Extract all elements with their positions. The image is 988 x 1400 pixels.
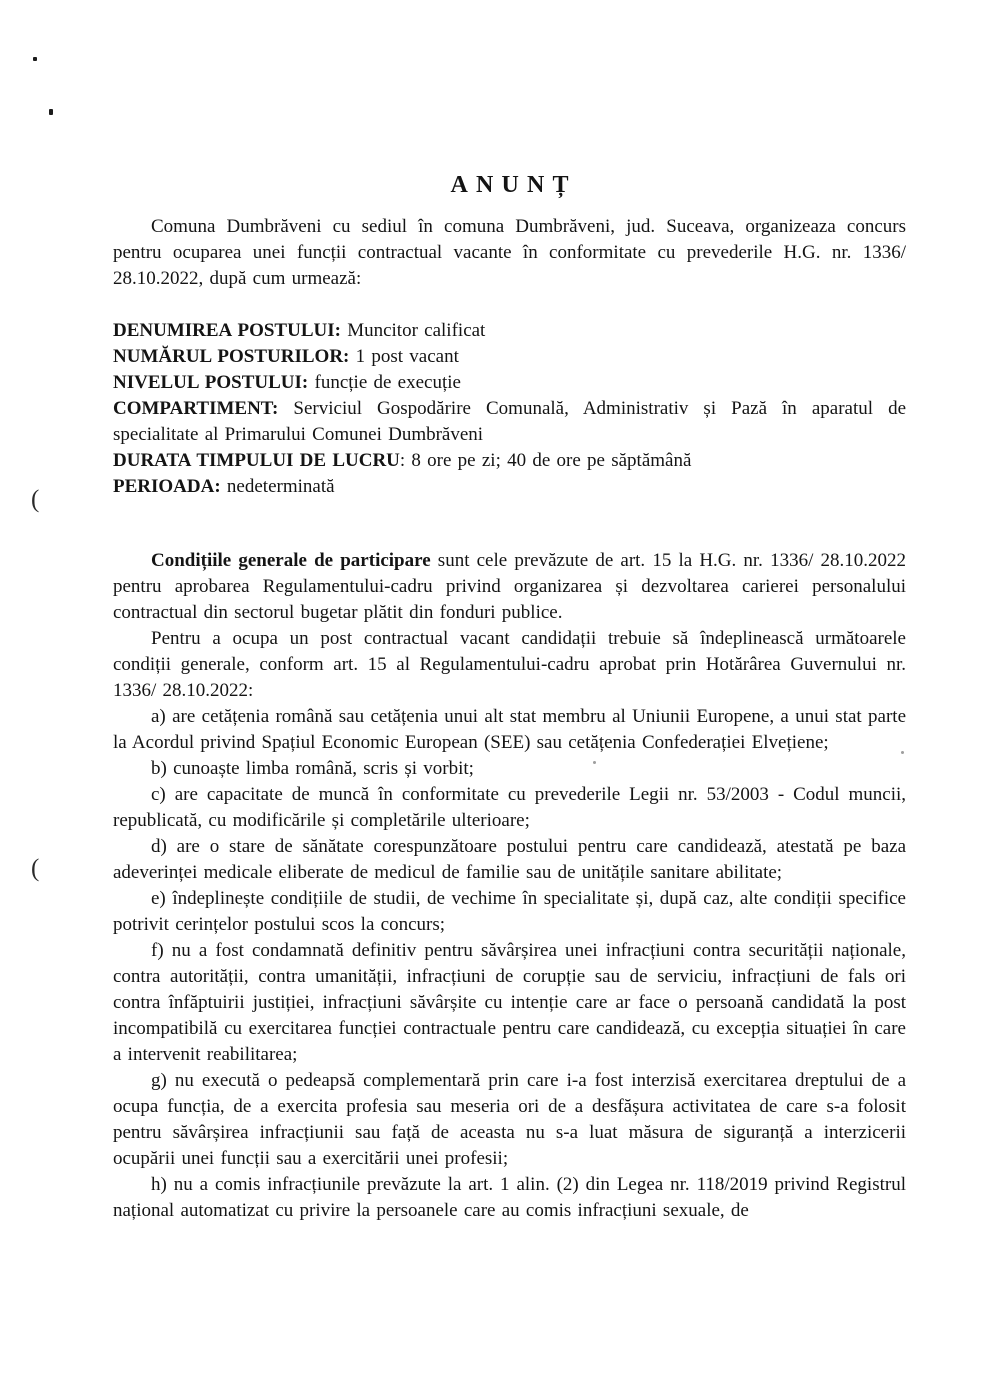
page-title: ANUNȚ bbox=[450, 172, 577, 198]
conditions-intro-paragraph: Pentru a ocupa un post contractual vacant candidații trebuie să îndeplinească următoarele condiții generale, conform art. 15 al Regulamentului-cadru aprobat prin Hotărârea Guvernului nr. 1336/ 28.10.2022: bbox=[113, 628, 906, 701]
field-row bbox=[113, 370, 906, 396]
field-label: COMPARTIMENT: bbox=[113, 398, 279, 419]
condition-item bbox=[113, 756, 906, 782]
field-value: Muncitor calificat bbox=[340, 320, 486, 341]
condition-item bbox=[113, 1068, 906, 1172]
item-text: îndeplinește condițiile de studii, de vechime în specialitate și, după caz, alte condiții specifice potrivit cerințelor postului scos la concurs; bbox=[113, 888, 906, 935]
item-text: are o stare de sănătate corespunzătoare postului pentru care candidează, atestată pe baza adeverinței medicale eliberate de medicul de familie sau de unitățile sanitare abilitate; bbox=[113, 836, 907, 883]
margin-paren-mark: ( bbox=[31, 486, 40, 513]
item-text: are cetățenia română sau cetățenia unui alt stat membru al Uniunii Europene, a unui stat parte la Acordul privind Spațiul Economic European (SEE) sau cetățenia Confederației Elvețiene; bbox=[113, 706, 907, 753]
field-row bbox=[113, 318, 906, 344]
field-value: funcție de execuție bbox=[308, 372, 461, 393]
conditions-lead-bold: Condițiile generale de participare bbox=[151, 550, 431, 571]
item-text: nu a comis infracțiunile prevăzute la art. 1 alin. (2) din Legea nr. 118/2019 privind Registrul național automatizat cu privire la persoanele care au comis infracțiuni sexuale, de bbox=[113, 1174, 906, 1221]
condition-item bbox=[113, 938, 906, 1068]
item-text: are capacitate de muncă în conformitate cu prevederile Legii nr. 53/2003 - Codul muncii, republicată, cu modificările și completările ulterioare; bbox=[113, 784, 906, 831]
job-fields bbox=[113, 318, 906, 500]
item-marker: a) bbox=[151, 706, 173, 727]
field-value: : 8 ore pe zi; 40 de ore pe săptămână bbox=[399, 450, 692, 471]
conditions-lead-rest: sunt cele prevăzute de art. 15 la H.G. nr. 1336/ 28.10.2022 pentru aprobarea Regulamentului-cadru privind organizarea și dezvoltarea carierei personalului contractual din sectorul bugetar plătit din fonduri publice. bbox=[113, 550, 907, 623]
item-marker: c) bbox=[151, 784, 175, 805]
field-label: PERIOADA: bbox=[113, 476, 221, 497]
general-conditions-section bbox=[113, 548, 906, 1224]
field-row bbox=[113, 344, 906, 370]
item-text: cunoaște limba română, scris și vorbit; bbox=[173, 758, 474, 779]
condition-item bbox=[113, 834, 906, 886]
item-marker: f) bbox=[151, 940, 172, 961]
condition-item bbox=[113, 704, 906, 756]
field-label: NIVELUL POSTULUI: bbox=[113, 372, 309, 393]
intro-paragraph: Comuna Dumbrăveni cu sediul în comuna Dumbrăveni, jud. Suceava, organizeaza concurs pentru ocuparea unei funcții contractual vacante în conformitate cu prevederile H.G. nr. 1336/ 28.10.2022, după cum urmează: bbox=[113, 216, 906, 289]
field-row bbox=[113, 474, 906, 500]
field-label: DURATA TIMPULUI DE LUCRU bbox=[113, 450, 400, 471]
field-value: 1 post vacant bbox=[349, 346, 459, 367]
scan-dot bbox=[33, 57, 37, 61]
field-value: nedeterminată bbox=[220, 476, 335, 497]
item-text: nu execută o pedeapsă complementară prin care i-a fost interzisă exercitarea dreptului de a ocupa funcția, de a exercita profesia sau meseria ori de a desfășura activitatea de care s-a folosit pentru săvârșirea infracțiunii sau față de aceasta nu s-a luat măsura de siguranță a interzicerii ocupării unei funcții sau a exercitării unei profesii; bbox=[113, 1070, 907, 1169]
item-marker: e) bbox=[151, 888, 173, 909]
condition-item bbox=[113, 1172, 906, 1224]
field-value: Serviciul Gospodărire Comunală, Administrativ și Pază în aparatul de specialitate al Primarului Comunei Dumbrăveni bbox=[113, 398, 906, 445]
condition-item bbox=[113, 782, 906, 834]
document-page bbox=[113, 0, 906, 1224]
field-row bbox=[113, 448, 906, 474]
item-marker: b) bbox=[151, 758, 174, 779]
condition-item bbox=[113, 886, 906, 938]
item-marker: g) bbox=[151, 1070, 175, 1091]
item-marker: d) bbox=[151, 836, 177, 857]
conditions-lead-paragraph bbox=[113, 548, 906, 626]
scan-dot bbox=[49, 109, 53, 115]
item-text: nu a fost condamnată definitiv pentru săvârșirea unei infracțiuni contra securității naționale, contra autorității, contra umanității, infracțiuni de corupție sau de serviciu, infracțiuni de fals ori contra înfăptuirii justiției, infracțiuni săvârșite cu intenție care ar face o persoană candidată la post incompatibilă cu exercitarea funcției contractuale pentru care candidează, cu excepția situației în care a intervenit reabilitarea; bbox=[113, 940, 906, 1065]
field-label: DENUMIREA POSTULUI: bbox=[113, 320, 341, 341]
margin-paren-mark: ( bbox=[31, 855, 40, 882]
field-label: NUMĂRUL POSTURILOR: bbox=[113, 346, 350, 367]
field-row bbox=[113, 396, 906, 448]
item-marker: h) bbox=[151, 1174, 174, 1195]
